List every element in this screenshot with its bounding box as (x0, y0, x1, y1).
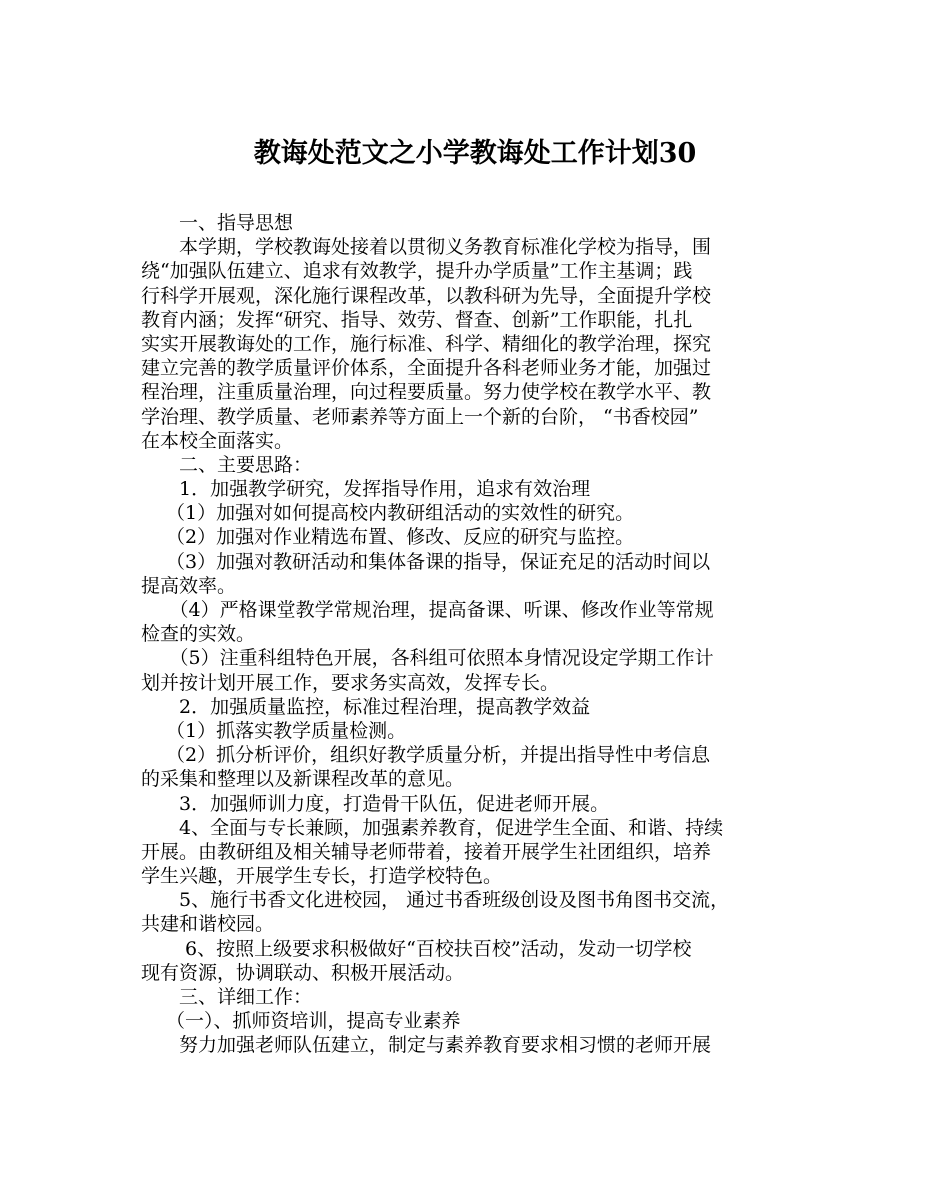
text-line: （5）注重科组特色开展，各科组可依照本身情况设定学期工作计 (141, 647, 714, 670)
text-line: 本学期，学校教诲处接着以贯彻义务教育标准化学校为指导，围 (141, 236, 712, 259)
text-line: 的采集和整理以及新课程改革的意见。 (141, 768, 465, 791)
document-title: 教诲处范文之小学教诲处工作计划30 (253, 138, 697, 169)
text-line: （2）抓分析评价，组织好教学质量分析，并提出指导性中考信息 (141, 744, 711, 767)
text-line: 教育内涵；发挥“研究、指导、效劳、督查、创新”工作职能，扎扎 (141, 308, 693, 331)
text-line: 一、指导思想 (141, 212, 294, 234)
text-line: （3）加强对教研活动和集体备课的指导，保证充足的活动时间以 (141, 550, 711, 573)
text-line: 实实开展教诲处的工作，施行标准、科学、精细化的教学治理，探究 (141, 332, 712, 355)
text-line: 行科学开展观，深化施行课程改革，以教科研为先导，全面提升学校 (141, 284, 712, 307)
text-line: 6、按照上级要求积极做好“百校扶百校”活动，发动一切学校 (141, 937, 692, 960)
document-body (141, 211, 831, 1058)
text-line: 绕“加强队伍建立、追求有效教学，提升办学质量”工作主基调；践 (141, 260, 693, 283)
text-line: （4）严格课堂教学常规治理，提高备课、听课、修改作业等常规 (141, 599, 714, 621)
text-line: 5、施行书香文化进校园， 通过书香班级创设及图书角图书交流， (141, 889, 730, 912)
text-line: 程治理，注重质量治理，向过程要质量。努力使学校在教学水平、教 (141, 381, 712, 404)
text-line: 努力加强老师队伍建立，制定与素养教育要求相习惯的老师开展 (141, 1034, 712, 1057)
text-line: （1）加强对如何提高校内教研组活动的实效性的研究。 (141, 502, 635, 525)
text-line: （2）加强对作业精选布置、修改、反应的研究与监控。 (141, 526, 635, 549)
text-line: 在本校全面落实。 (141, 429, 294, 452)
text-line: 三、详细工作： (141, 986, 313, 1008)
text-line: 共建和谐校园。 (141, 913, 275, 936)
text-line: 学治理、教学质量、老师素养等方面上一个新的台阶， “书香校园” (141, 405, 699, 428)
text-line: 二、主要思路： (141, 453, 313, 476)
text-line: 学生兴趣，开展学生专长，打造学校特色。 (141, 865, 503, 888)
text-line: 现有资源，协调联动、积极开展活动。 (141, 961, 465, 984)
text-line: 检查的实效。 (141, 623, 256, 646)
text-line: 划并按计划开展工作，要求务实高效，发挥专长。 (141, 671, 560, 694)
text-line: 4、全面与专长兼顾，加强素养教育，促进学生全面、和谐、持续 (141, 816, 724, 839)
text-line: 建立完善的教学质量评价体系，全面提升各科老师业务才能，加强过 (141, 357, 712, 380)
text-line: 提高效率。 (141, 574, 237, 597)
text-line: 开展。由教研组及相关辅导老师带着，接着开展学生社团组织，培养 (141, 840, 712, 863)
text-line: （一）、抓师资培训，提高专业素养 (141, 1010, 461, 1033)
text-line: （1）抓落实教学质量检测。 (141, 719, 407, 742)
text-line: 1．加强教学研究，发挥指导作用，追求有效治理 (141, 478, 591, 501)
text-line: 3．加强师训力度，打造骨干队伍，促进老师开展。 (141, 792, 610, 815)
text-line: 2．加强质量监控，标准过程治理，提高教学效益 (141, 695, 591, 718)
